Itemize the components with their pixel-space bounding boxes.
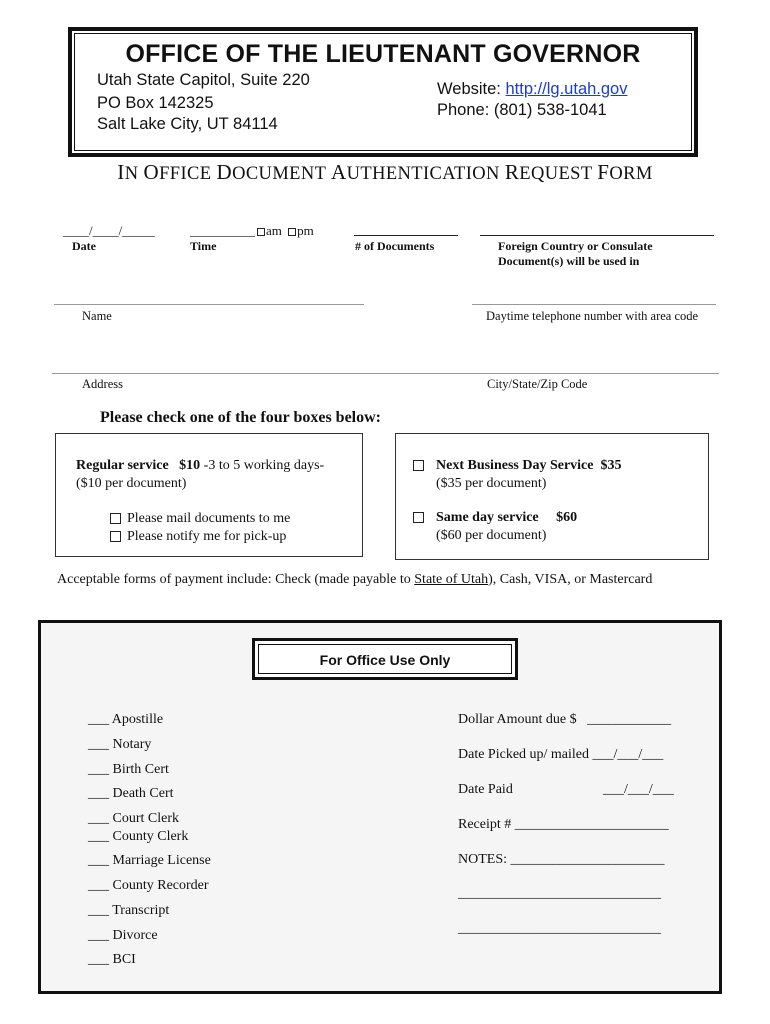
instruction-heading: Please check one of the four boxes below: bbox=[100, 409, 381, 426]
notes-line-2: _____________________________ bbox=[458, 886, 661, 901]
office-use-title: For Office Use Only bbox=[258, 644, 512, 674]
next-day-per-document: ($35 per document) bbox=[436, 476, 547, 491]
office-item-bci: ___ BCI bbox=[88, 952, 136, 967]
mail-checkbox[interactable] bbox=[110, 513, 121, 524]
office-item-birth-cert: ___ Birth Cert bbox=[88, 762, 169, 777]
office-title: OFFICE OF THE LIEUTENANT GOVERNOR bbox=[125, 40, 641, 68]
name-field[interactable] bbox=[54, 304, 364, 305]
regular-per-document: ($10 per document) bbox=[76, 476, 187, 491]
notes-line-1: NOTES: ______________________ bbox=[458, 852, 665, 867]
website-label: Website: bbox=[437, 80, 501, 98]
address-line-1: Utah State Capitol, Suite 220 bbox=[97, 71, 310, 89]
form-title: IN OFFICE DOCUMENT AUTHENTICATION REQUEST FORM bbox=[117, 160, 653, 184]
city-state-zip-label: City/State/Zip Code bbox=[487, 377, 588, 391]
date-field[interactable]: ____/____/_____ bbox=[63, 223, 155, 238]
pickup-option[interactable]: Please notify me for pick-up bbox=[110, 529, 286, 545]
am-checkbox[interactable] bbox=[257, 228, 265, 236]
time-label: Time bbox=[190, 239, 217, 253]
documents-field[interactable] bbox=[354, 235, 458, 236]
office-item-divorce: ___ Divorce bbox=[88, 928, 158, 943]
receipt-number: Receipt # ______________________ bbox=[458, 817, 669, 832]
name-label: Name bbox=[82, 309, 112, 323]
documents-label: # of Documents bbox=[355, 239, 435, 253]
next-day-option[interactable]: Next Business Day Service $35 bbox=[413, 458, 622, 474]
phone-field[interactable] bbox=[472, 304, 716, 305]
date-picked-up: Date Picked up/ mailed ___/___/___ bbox=[458, 747, 664, 762]
address-line-2: PO Box 142325 bbox=[97, 94, 214, 112]
date-paid-label: Date Paid bbox=[458, 782, 513, 797]
country-label-1: Foreign Country or Consulate bbox=[498, 239, 653, 253]
office-item-county-clerk: ___ County Clerk bbox=[88, 829, 189, 844]
office-item-transcript: ___ Transcript bbox=[88, 903, 170, 918]
country-label-2: Document(s) will be used in bbox=[498, 254, 640, 268]
office-item-apostille: ___ Apostille bbox=[88, 712, 164, 727]
time-field[interactable]: __________ am pm bbox=[190, 223, 314, 238]
next-day-checkbox[interactable] bbox=[413, 460, 424, 471]
payment-note: Acceptable forms of payment include: Check (made payable to State of Utah), Cash, VISA, or Mastercard bbox=[57, 572, 653, 587]
notes-line-3: _____________________________ bbox=[458, 921, 661, 936]
date-paid-blank: ___/___/___ bbox=[603, 782, 674, 797]
office-item-death-cert: ___ Death Cert bbox=[88, 786, 174, 801]
office-item-court-clerk: ___ Court Clerk bbox=[88, 811, 179, 826]
country-field[interactable] bbox=[480, 235, 714, 236]
office-item-notary: ___ Notary bbox=[88, 737, 152, 752]
pm-checkbox[interactable] bbox=[288, 228, 296, 236]
website-link[interactable]: http://lg.utah.gov bbox=[505, 80, 628, 98]
office-item-marriage-license: ___ Marriage License bbox=[88, 853, 211, 868]
phone-number: Phone: (801) 538-1041 bbox=[437, 101, 607, 119]
office-item-county-recorder: ___ County Recorder bbox=[88, 878, 209, 893]
dollar-amount-due: Dollar Amount due $ ____________ bbox=[458, 712, 672, 727]
same-day-per-document: ($60 per document) bbox=[436, 528, 547, 543]
address-line-3: Salt Lake City, UT 84114 bbox=[97, 115, 278, 133]
mail-option[interactable]: Please mail documents to me bbox=[110, 511, 290, 527]
same-day-option[interactable]: Same day service $60 bbox=[413, 510, 577, 526]
address-field[interactable] bbox=[52, 373, 719, 374]
same-day-checkbox[interactable] bbox=[413, 512, 424, 523]
phone-label: Daytime telephone number with area code bbox=[486, 309, 699, 323]
regular-service-text: Regular service $10 -3 to 5 working days- bbox=[76, 458, 325, 473]
address-label: Address bbox=[82, 377, 123, 391]
date-label: Date bbox=[72, 239, 96, 253]
website-row bbox=[437, 80, 628, 99]
pickup-checkbox[interactable] bbox=[110, 531, 121, 542]
